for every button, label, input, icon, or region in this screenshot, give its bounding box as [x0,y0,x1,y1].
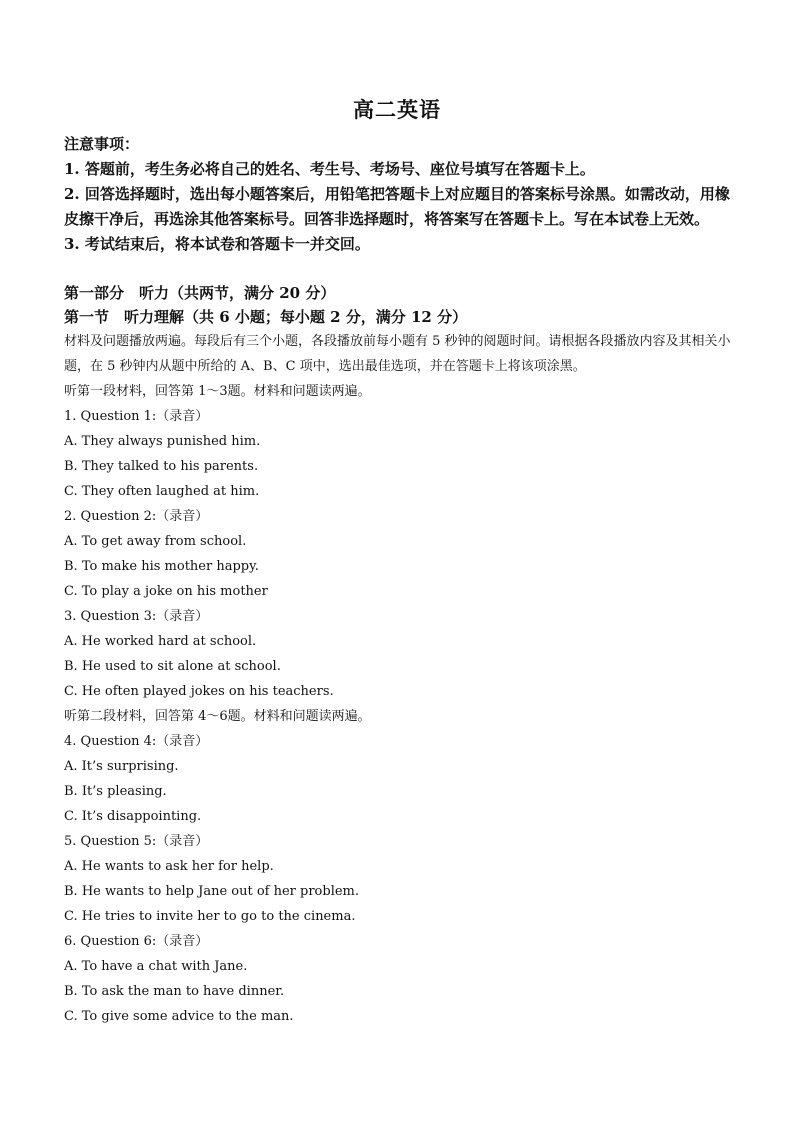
option-c: C. It’s disappointing. [64,809,202,824]
note-item-2: 2. 回答选择题时，选出每小题答案后，用铅笔把答题卡上对应题目的答案标号涂黑。如需改动，用橡皮擦干净后，再选涂其他答案标号。回答非选择题时，将答案写在答题卡上。写在本试卷上无效。 [64,185,730,228]
option-c: C. He tries to invite her to go to the cinema. [64,909,356,924]
option-b: B. He wants to help Jane out of her problem. [64,884,360,899]
question-stem: 1. Question 1:（录音） [64,409,209,424]
option-b: B. To ask the man to have dinner. [64,984,285,999]
question-stem: 6. Question 6:（录音） [64,934,209,949]
option-c: C. To play a joke on his mother [64,584,268,599]
notes-block [64,132,740,257]
question-stem: 2. Question 2:（录音） [64,509,209,524]
option-c: C. They often laughed at him. [64,484,260,499]
option-a: A. It’s surprising. [64,759,179,774]
question-list-1 [64,404,740,704]
option-a: A. They always punished him. [64,434,261,449]
option-b: B. To make his mother happy. [64,559,259,574]
note-item-3: 3. 考试结束后，将本试卷和答题卡一并交回。 [64,235,370,253]
option-b: B. He used to sit alone at school. [64,659,281,674]
question-list-2 [64,729,740,1029]
option-a: A. He worked hard at school. [64,634,257,649]
passage-intro-2: 听第二段材料，回答第 4～6题。材料和问题读两遍。 [64,709,371,724]
option-a: A. To get away from school. [64,534,247,549]
instructions: 材料及问题播放两遍。每段后有三个小题，各段播放前每小题有 5 秒钟的阅题时间。请根据各段播放内容及其相关小题，在 5 秒钟内从题中所给的 A、B、C 项中，选出最佳选项，并在答题卡上将该项涂黑。 [64,334,731,374]
part-heading: 第一部分 听力（共两节，满分 20 分） [64,284,336,302]
option-a: A. He wants to ask her for help. [64,859,274,874]
question-stem: 5. Question 5:（录音） [64,834,209,849]
page-title: 高二英语 [353,97,441,122]
passage-intro-1: 听第一段材料，回答第 1～3题。材料和问题读两遍。 [64,384,371,399]
option-a: A. To have a chat with Jane. [64,959,248,974]
option-b: B. It’s pleasing. [64,784,167,799]
question-stem: 4. Question 4:（录音） [64,734,209,749]
question-stem: 3. Question 3:（录音） [64,609,209,624]
note-item-1: 1. 答题前，考生务必将自己的姓名、考生号、考场号、座位号填写在答题卡上。 [64,160,595,178]
option-c: C. To give some advice to the man. [64,1009,294,1024]
listening-body [64,329,740,1029]
option-c: C. He often played jokes on his teachers. [64,684,334,699]
notes-heading: 注意事项： [64,135,140,153]
option-b: B. They talked to his parents. [64,459,259,474]
section-heading: 第一节 听力理解（共 6 小题；每小题 2 分，满分 12 分） [64,308,468,326]
